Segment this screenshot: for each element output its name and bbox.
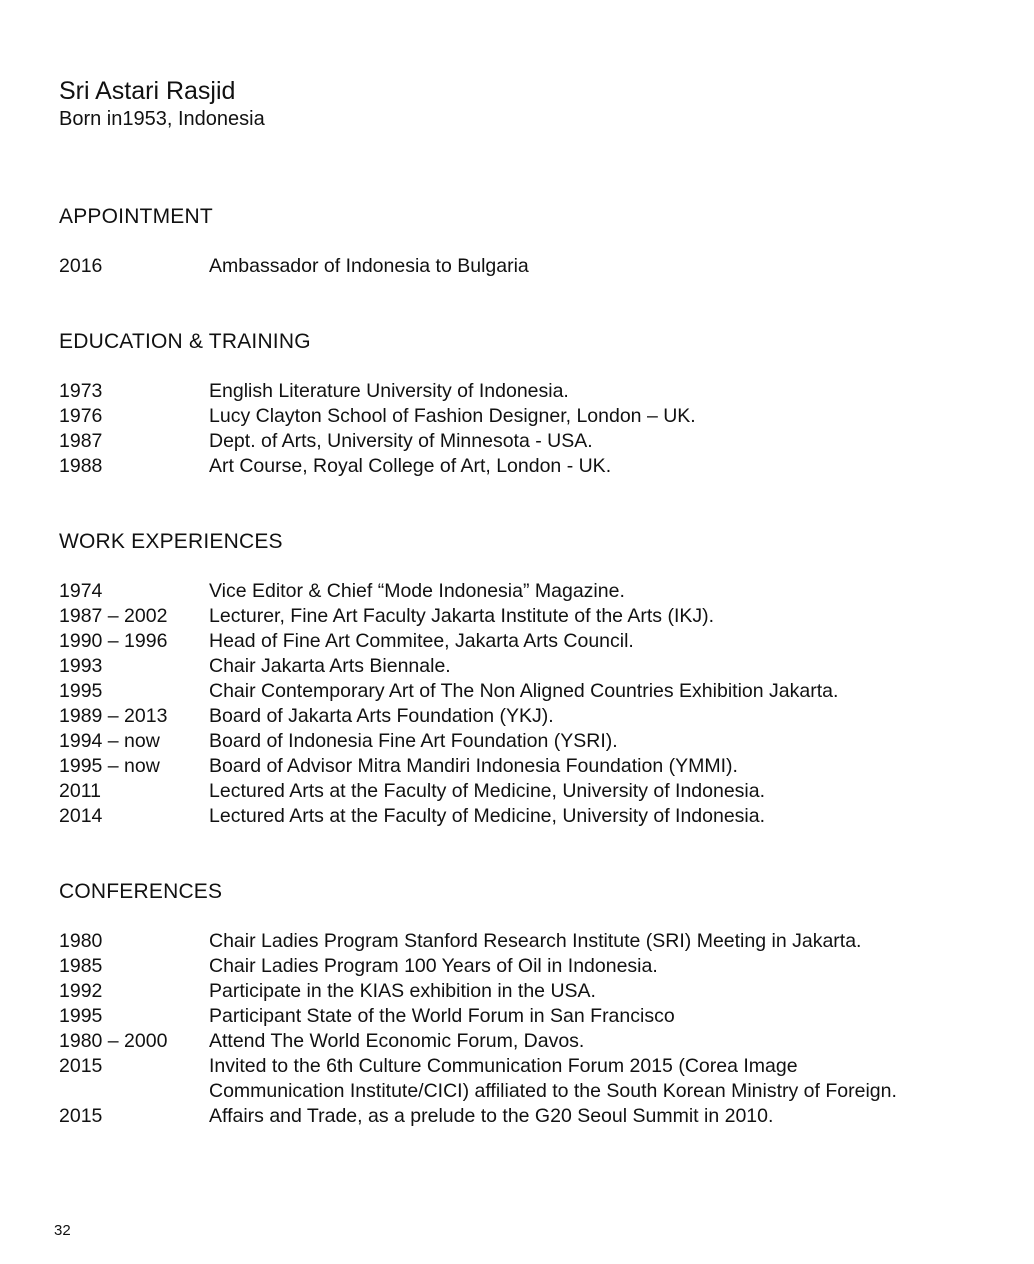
list-item — [59, 404, 989, 429]
entry-year: 2015 — [59, 1055, 103, 1077]
entry-description: Art Course, Royal College of Art, London - UK. — [209, 455, 612, 477]
entry-year: 1995 – now — [59, 755, 160, 777]
entry-description: Ambassador of Indonesia to Bulgaria — [209, 255, 529, 277]
entry-description: Chair Contemporary Art of The Non Aligned Countries Exhibition Jakarta. — [209, 680, 839, 702]
entry-description: Communication Institute/CICI) affiliated to the South Korean Ministry of Foreign. — [209, 1080, 897, 1102]
entry-year: 2011 — [59, 780, 101, 802]
entry-description: Chair Ladies Program 100 Years of Oil in Indonesia. — [209, 955, 658, 977]
list-item — [59, 254, 989, 279]
list-item — [59, 779, 989, 804]
list-item — [59, 1004, 989, 1029]
list-item — [59, 429, 989, 454]
entry-year: 1980 – 2000 — [59, 1030, 168, 1052]
entry-description: Participate in the KIAS exhibition in the USA. — [209, 980, 596, 1002]
entry-year: 1990 – 1996 — [59, 630, 168, 652]
entry-description: Chair Ladies Program Stanford Research Institute (SRI) Meeting in Jakarta. — [209, 930, 862, 952]
entry-year: 1989 – 2013 — [59, 705, 168, 727]
entry-description: Lectured Arts at the Faculty of Medicine, University of Indonesia. — [209, 805, 766, 827]
entry-description: Lectured Arts at the Faculty of Medicine, University of Indonesia. — [209, 780, 766, 802]
entry-description: Invited to the 6th Culture Communication Forum 2015 (Corea Image — [209, 1055, 798, 1077]
list-item — [59, 629, 989, 654]
list-item — [59, 679, 989, 704]
entry-year: 2015 — [59, 1105, 103, 1127]
page-number: 32 — [54, 1222, 71, 1239]
entry-year: 2014 — [59, 805, 103, 827]
section-conferences — [59, 879, 989, 1129]
entry-description: Vice Editor & Chief “Mode Indonesia” Magazine. — [209, 580, 625, 602]
entry-year: 1976 — [59, 405, 103, 427]
section-education — [59, 329, 989, 479]
list-item — [59, 929, 989, 954]
entry-description: Chair Jakarta Arts Biennale. — [209, 655, 451, 677]
list-item — [59, 1029, 989, 1054]
list-item — [59, 1104, 989, 1129]
entry-description: English Literature University of Indonesia. — [209, 380, 569, 402]
entry-description: Dept. of Arts, University of Minnesota - USA. — [209, 430, 593, 452]
entry-year: 1985 — [59, 955, 103, 977]
section-appointment — [59, 204, 989, 279]
list-item — [59, 604, 989, 629]
list-item — [59, 1054, 989, 1079]
entry-year: 1987 – 2002 — [59, 605, 168, 627]
entry-description: Lecturer, Fine Art Faculty Jakarta Institute of the Arts (IKJ). — [209, 605, 715, 627]
list-item — [59, 704, 989, 729]
entry-description: Affairs and Trade, as a prelude to the G20 Seoul Summit in 2010. — [209, 1105, 774, 1127]
list-item — [59, 754, 989, 779]
entry-description: Board of Advisor Mitra Mandiri Indonesia Foundation (YMMI). — [209, 755, 738, 777]
list-item — [59, 1079, 989, 1104]
education-list — [59, 379, 989, 479]
list-item — [59, 979, 989, 1004]
list-item — [59, 804, 989, 829]
list-item — [59, 654, 989, 679]
conferences-list — [59, 929, 989, 1129]
entry-year: 1995 — [59, 680, 103, 702]
entry-year: 1992 — [59, 980, 103, 1002]
section-title-conferences: CONFERENCES — [59, 880, 223, 903]
birth-info: Born in1953, Indonesia — [59, 108, 265, 130]
entry-year: 1980 — [59, 930, 103, 952]
section-work — [59, 529, 989, 829]
entry-description: Participant State of the World Forum in San Francisco — [209, 1005, 675, 1027]
section-title-appointment: APPOINTMENT — [59, 205, 213, 228]
entry-year: 1973 — [59, 380, 103, 402]
entry-year: 1974 — [59, 580, 103, 602]
entry-description: Head of Fine Art Commitee, Jakarta Arts Council. — [209, 630, 634, 652]
list-item — [59, 454, 989, 479]
entry-year: 2016 — [59, 255, 103, 277]
entry-year — [59, 1079, 209, 1104]
entry-description: Board of Jakarta Arts Foundation (YKJ). — [209, 705, 554, 727]
section-title-work: WORK EXPERIENCES — [59, 530, 283, 553]
list-item — [59, 379, 989, 404]
list-item — [59, 954, 989, 979]
entry-description: Attend The World Economic Forum, Davos. — [209, 1030, 585, 1052]
list-item — [59, 729, 989, 754]
entry-description: Board of Indonesia Fine Art Foundation (YSRI). — [209, 730, 618, 752]
list-item — [59, 579, 989, 604]
entry-year: 1995 — [59, 1005, 103, 1027]
section-title-education: EDUCATION & TRAINING — [59, 330, 311, 353]
entry-year: 1993 — [59, 655, 103, 677]
artist-name: Sri Astari Rasjid — [59, 77, 236, 105]
entry-description: Lucy Clayton School of Fashion Designer, London – UK. — [209, 405, 696, 427]
work-list — [59, 579, 989, 829]
entry-year: 1987 — [59, 430, 103, 452]
entry-year: 1988 — [59, 455, 103, 477]
entry-year: 1994 – now — [59, 730, 160, 752]
appointment-list — [59, 254, 989, 279]
